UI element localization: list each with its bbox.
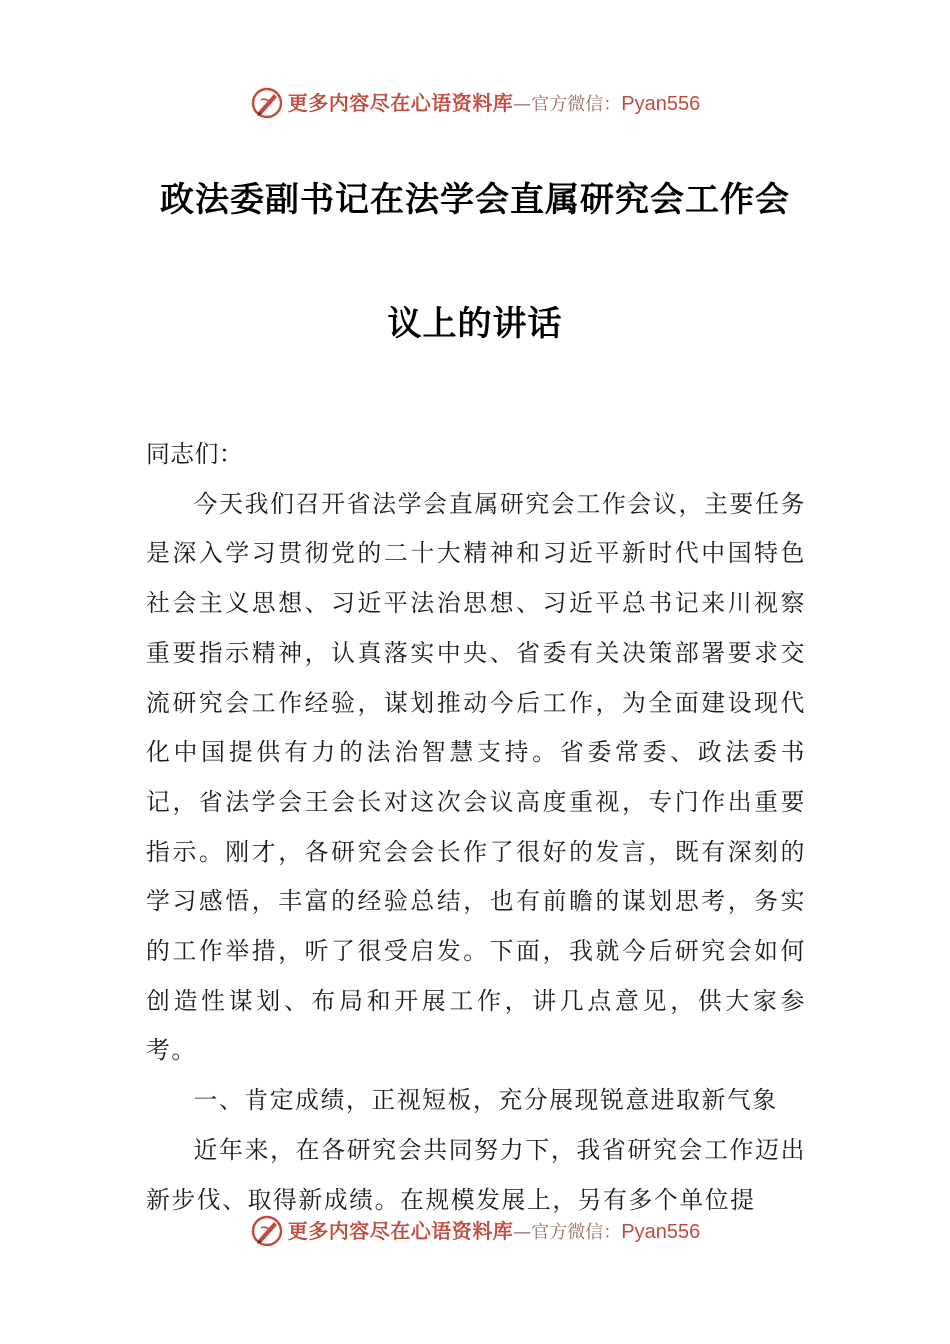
paragraph-achievements: 近年来，在各研究会共同努力下，我省研究会工作迈出新步伐、取得新成绩。在规模发展上，另有多个单位提	[146, 1135, 806, 1214]
header-watermark	[0, 80, 950, 126]
document-title-line-2: 议上的讲话	[387, 304, 563, 344]
watermark-site-name: 更多内容尽在心语资料库	[287, 90, 514, 115]
document-body	[146, 430, 806, 1225]
pen-logo-icon	[250, 86, 284, 120]
watermark-site-name: 更多内容尽在心语资料库	[287, 1218, 514, 1243]
watermark-wechat-label: —官方微信：	[513, 1221, 622, 1243]
salutation: 同志们：	[146, 440, 244, 468]
paragraph-intro: 今天我们召开省法学会直属研究会工作会议，主要任务是深入学习贯彻党的二十大精神和习近平新时代中国特色社会主义思想、习近平法治思想、习近平总书记来川视察重要指示精神，认真落实中央、省委有关决策部署要求交流研究会工作经验，谋划推动今后工作，为全面建设现代化中国提供有力的法治智慧支持。省委常委、政法委书记，省法学会王会长对这次会议高度重视，专门作出重要指示。刚才，各研究会会长作了很好的发言，既有深刻的学习感悟，丰富的经验总结，也有前瞻的谋划思考，务实的工作举措，听了很受启发。下面，我就今后研究会如何创造性谋划、布局和开展工作，讲几点意见，供大家参考。	[146, 489, 806, 1065]
document-title-line-1: 政法委副书记在法学会直属研究会工作会	[160, 180, 790, 220]
watermark-wechat-id: Pyan556	[621, 92, 701, 115]
watermark-wechat-label: —官方微信：	[513, 93, 622, 115]
pen-logo-icon	[250, 1214, 284, 1248]
section-heading-1: 一、肯定成绩，正视短板，充分展现锐意进取新气象	[193, 1086, 778, 1115]
footer-watermark	[0, 1208, 950, 1254]
watermark-wechat-id: Pyan556	[621, 1220, 701, 1243]
